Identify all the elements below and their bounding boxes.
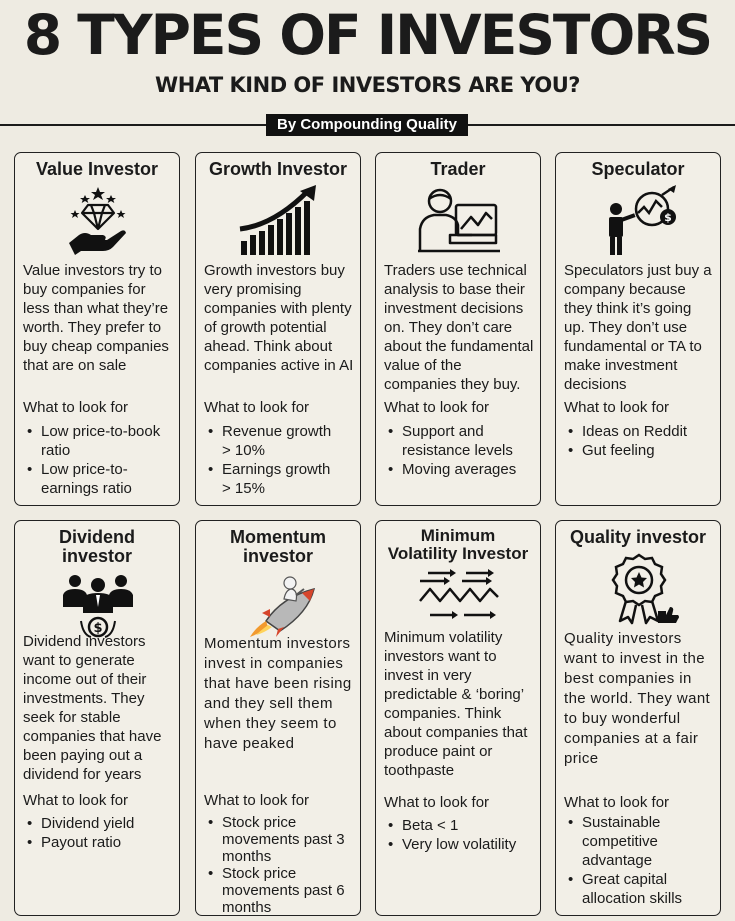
list-item: • Low price-to-earnings ratio	[23, 460, 177, 498]
list-item: • Dividend yield	[23, 814, 177, 833]
card-title	[376, 527, 540, 563]
card-description: Quality investors want to invest in the best companies in the world. They want to buy wonderful companies at a fair price	[564, 630, 711, 767]
card-title	[556, 160, 720, 179]
card-title-line: Volatility Investor	[387, 544, 529, 563]
look-for-list	[23, 814, 177, 852]
card-growth-investor	[195, 152, 361, 506]
card-description: Momentum investors invest in companies that have been rising and they sell them when they seem to have peaked	[204, 635, 352, 752]
card-description: Dividend investors want to generate income out of their investments. They seek for stable companies that have been paying out a dividend for years	[23, 633, 162, 783]
card-title	[556, 528, 720, 547]
look-for-list	[384, 816, 538, 854]
look-for-list	[23, 422, 177, 498]
card-title	[196, 528, 360, 566]
list-item: • Stock price movements past 6 months	[204, 865, 358, 916]
look-for-list	[204, 814, 358, 916]
quality-badge-icon	[596, 553, 682, 625]
card-title-line: Trader	[430, 159, 486, 179]
card-title	[196, 160, 360, 179]
page-subtitle: WHAT KIND OF INVESTORS ARE YOU?	[155, 73, 580, 97]
page-title: 8 TYPES OF INVESTORS	[23, 3, 712, 67]
card-title-line: Quality investor	[569, 527, 707, 547]
card-minimum-volatility-investor	[375, 520, 541, 916]
card-title-line: Minimum	[420, 526, 496, 545]
speculator-icon	[596, 185, 682, 257]
card-title-line: Growth Investor	[208, 159, 347, 179]
list-item: • Great capital allocation skills	[564, 870, 718, 908]
card-quality-investor	[555, 520, 721, 916]
list-item: • Ideas on Reddit	[564, 422, 718, 441]
card-speculator	[555, 152, 721, 506]
svg-text:$: $	[93, 621, 103, 636]
look-for-list	[204, 422, 332, 498]
look-for-label: What to look for	[23, 792, 129, 809]
card-description: Speculators just buy a company because they think it’s going up. They don’t use fundamental or TA to make investment decisions	[564, 262, 712, 393]
volatility-wave-icon	[416, 565, 502, 637]
list-item: • Stock price movements past 3 months	[204, 814, 358, 865]
svg-text:$: $	[664, 211, 672, 224]
list-item: • Sustainable competitive advantage	[564, 813, 718, 870]
growth-chart-icon	[236, 185, 322, 257]
look-for-list	[564, 422, 718, 460]
list-item: • Earnings growth > 15%	[204, 460, 332, 498]
card-description: Minimum volatility investors want to invest in very predictable & ‘boring’ companies. Think about companies that produce paint or toothpaste	[384, 629, 528, 779]
rocket-icon	[236, 569, 322, 641]
look-for-label: What to look for	[564, 794, 670, 811]
card-description: Traders use technical analysis to base their investment decisions on. They don’t care about the fundamental value of the companies they buy.	[384, 262, 534, 393]
look-for-label: What to look for	[204, 399, 310, 416]
look-for-list	[384, 422, 518, 479]
byline-badge: By Compounding Quality	[266, 114, 468, 136]
card-dividend-investor	[14, 520, 180, 916]
look-for-label: What to look for	[204, 792, 310, 809]
list-item: • Gut feeling	[564, 441, 718, 460]
card-description: Growth investors buy very promising companies with plenty of growth potential ahead. Think about companies active in AI	[204, 262, 354, 374]
list-item: • Moving averages	[384, 460, 518, 479]
card-title-line: investor	[61, 546, 133, 566]
card-value-investor	[14, 152, 180, 506]
card-momentum-investor	[195, 520, 361, 916]
trader-laptop-icon	[416, 185, 502, 257]
look-for-label: What to look for	[384, 399, 490, 416]
look-for-label: What to look for	[384, 794, 490, 811]
card-title-line: investor	[242, 546, 314, 566]
card-title-line: Speculator	[591, 159, 685, 179]
card-title	[376, 160, 540, 179]
card-description: Value investors try to buy companies for less than what they’re worth. They prefer to buy cheap companies that are on sale	[23, 262, 169, 374]
card-trader	[375, 152, 541, 506]
list-item: • Payout ratio	[23, 833, 177, 852]
card-title-line: Dividend	[58, 527, 135, 547]
card-title	[15, 160, 179, 179]
look-for-label: What to look for	[23, 399, 129, 416]
card-title-line: Momentum	[230, 527, 326, 547]
card-title	[15, 528, 179, 566]
look-for-label: What to look for	[564, 399, 670, 416]
look-for-list	[564, 813, 718, 908]
list-item: • Revenue growth > 10%	[204, 422, 332, 460]
list-item: • Support and resistance levels	[384, 422, 518, 460]
list-item: • Beta < 1	[384, 816, 538, 835]
list-item: • Low price-to-book ratio	[23, 422, 177, 460]
list-item: • Very low volatility	[384, 835, 538, 854]
card-title-line: Value Investor	[35, 159, 159, 179]
diamond-hand-icon	[55, 185, 141, 257]
